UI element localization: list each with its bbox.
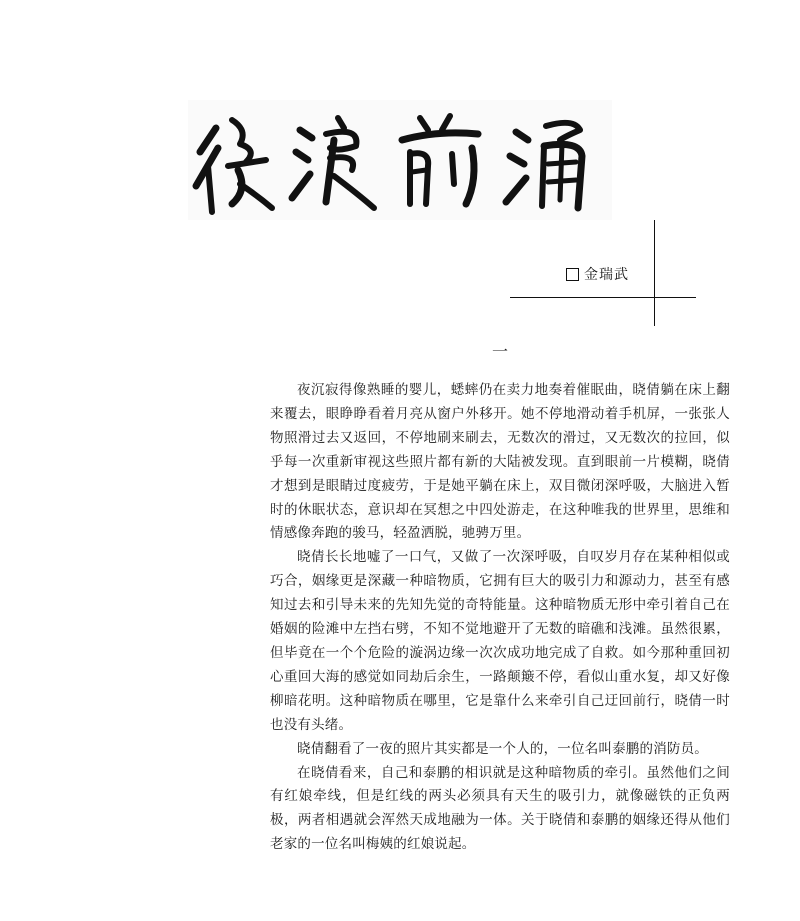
author-name: 金瑞武 [584, 267, 629, 283]
body-paragraph: 在晓倩看来，自己和泰鹏的相识就是这种暗物质的牵引。虽然他们之间有红娘牵线，但是红线的两头必须具有天生的吸引力，就像磁铁的正负两极，两者相遇就会浑然天成地融为一体。关于晓倩和泰鹏的姻缘还得从他们老家的一位名叫梅姨的红娘说起。 [270, 764, 730, 853]
article-body [270, 379, 730, 857]
calligraphy-title [188, 100, 612, 220]
decorative-vertical-line [654, 220, 655, 326]
body-paragraph: 晓倩长长地嘘了一口气，又做了一次深呼吸，自叹岁月存在某种相似或巧合，姻缘更是深藏一种暗物质，它拥有巨大的吸引力和源动力，甚至有感知过去和引导未来的先知先觉的奇特能量。这种暗物质无形中牵引着自己在婚姻的险滩中左挡右劈，不知不觉地避开了无数的暗礁和浅滩。虽然很累，但毕竟在一个个危险的漩涡边缘一次次成功地完成了自救。如今那种重回初心重回大海的感觉如同劫后余生，一路颠簸不停，看似山重水复，却又好像柳暗花明。这种暗物质在哪里，它是靠什么来牵引自己迂回前行，晓倩一时也没有头绪。 [270, 549, 730, 733]
section-number: 一 [491, 342, 508, 361]
body-paragraph: 夜沉寂得像熟睡的婴儿，蟋蟀仍在卖力地奏着催眠曲，晓倩躺在床上翻来覆去，眼睁睁看着月亮从窗户外移开。她不停地滑动着手机屏，一张张人物照滑过去又返回，不停地刷来刷去，无数次的滑过，又无数次的拉回，似乎每一次重新审视这些照片都有新的大陆被发现。直到眼前一片模糊，晓倩才想到是眼睛过度疲劳，于是她平躺在床上，双目微闭深呼吸，大脑进入暂时的休眠状态，意识却在冥想之中四处游走，在这种唯我的世界里，思维和情感像奔跑的骏马，轻盈洒脱，驰骋万里。 [270, 382, 730, 542]
square-bullet-icon [566, 268, 579, 281]
body-paragraph: 晓倩翻看了一夜的照片其实都是一个人的，一位名叫泰鹏的消防员。 [297, 740, 708, 757]
author-byline [566, 264, 629, 284]
decorative-horizontal-line [510, 297, 696, 298]
